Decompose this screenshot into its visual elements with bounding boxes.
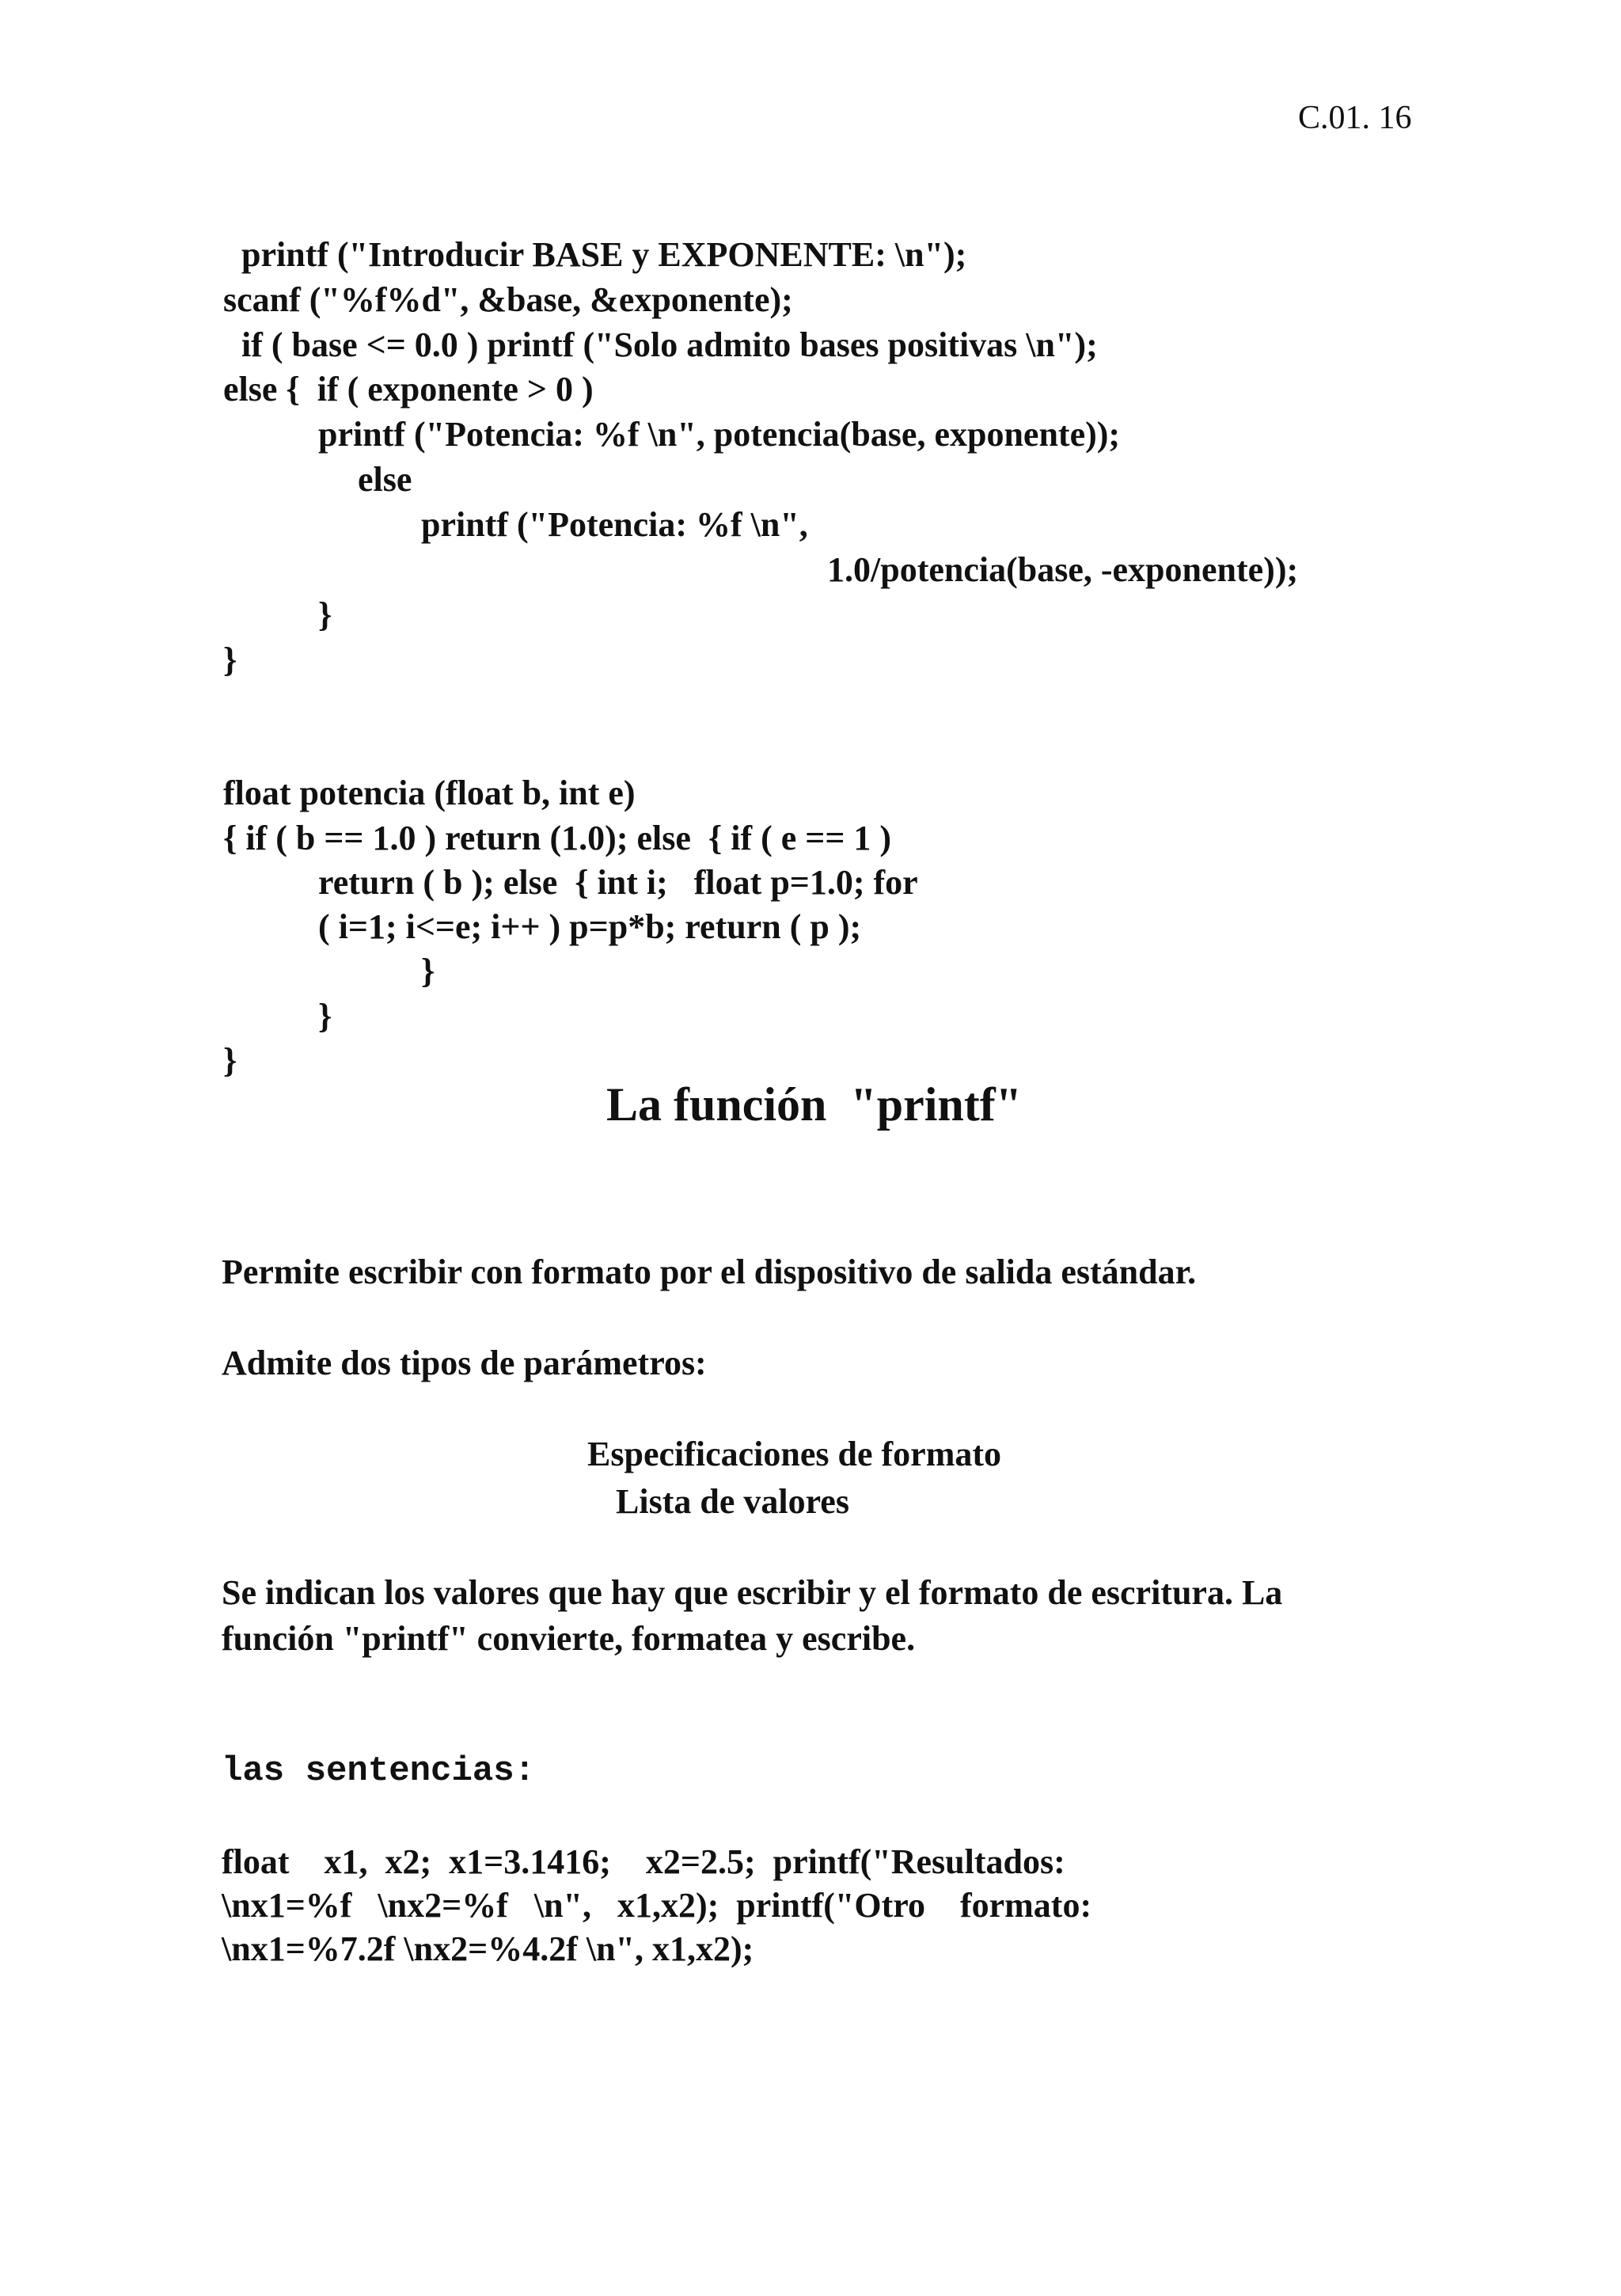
list-item: Especificaciones de formato bbox=[587, 1435, 1001, 1473]
code-line: else bbox=[358, 460, 412, 499]
page-number: C.01. 16 bbox=[1298, 100, 1412, 136]
section-title: La función "printf" bbox=[606, 1078, 1023, 1131]
list-item: Lista de valores bbox=[616, 1482, 849, 1521]
code-line: } bbox=[318, 595, 332, 634]
code-line: printf ("Potencia: %f \n", potencia(base, exponente)); bbox=[318, 415, 1121, 454]
code-line: float potencia (float b, int e) bbox=[223, 774, 636, 812]
code-line: } bbox=[318, 997, 332, 1036]
paragraph: Se indican los valores que hay que escribir y el formato de escritura. La bbox=[222, 1573, 1283, 1612]
code-line: float x1, x2; x1=3.1416; x2=2.5; printf("Resultados: bbox=[222, 1842, 1065, 1881]
code-line: } bbox=[223, 1041, 237, 1080]
code-line: return ( b ); else { int i; float p=1.0; for bbox=[318, 863, 918, 902]
paragraph: Admite dos tipos de parámetros: bbox=[222, 1344, 707, 1382]
code-label: las sentencias: bbox=[222, 1751, 536, 1791]
code-line: { if ( b == 1.0 ) return (1.0); else { if ( e == 1 ) bbox=[223, 819, 892, 857]
code-line: printf ("Potencia: %f \n", bbox=[421, 505, 808, 544]
code-line: \nx1=%7.2f \nx2=%4.2f \n", x1,x2); bbox=[222, 1929, 754, 1968]
code-line: ( i=1; i<=e; i++ ) p=p*b; return ( p ); bbox=[318, 907, 862, 946]
code-line: printf ("Introducir BASE y EXPONENTE: \n"); bbox=[241, 235, 967, 274]
paragraph: función "printf" convierte, formatea y escribe. bbox=[222, 1619, 916, 1658]
code-line: } bbox=[223, 641, 237, 679]
paragraph: Permite escribir con formato por el dispositivo de salida estándar. bbox=[222, 1253, 1197, 1291]
code-line: scanf ("%f%d", &base, &exponente); bbox=[223, 280, 793, 319]
code-line: if ( base <= 0.0 ) printf ("Solo admito bases positivas \n"); bbox=[241, 325, 1098, 364]
code-line: } bbox=[421, 952, 435, 990]
code-line: \nx1=%f \nx2=%f \n", x1,x2); printf("Otro formato: bbox=[222, 1886, 1092, 1925]
code-line: else { if ( exponente > 0 ) bbox=[223, 370, 594, 409]
code-line: 1.0/potencia(base, -exponente)); bbox=[827, 550, 1299, 589]
